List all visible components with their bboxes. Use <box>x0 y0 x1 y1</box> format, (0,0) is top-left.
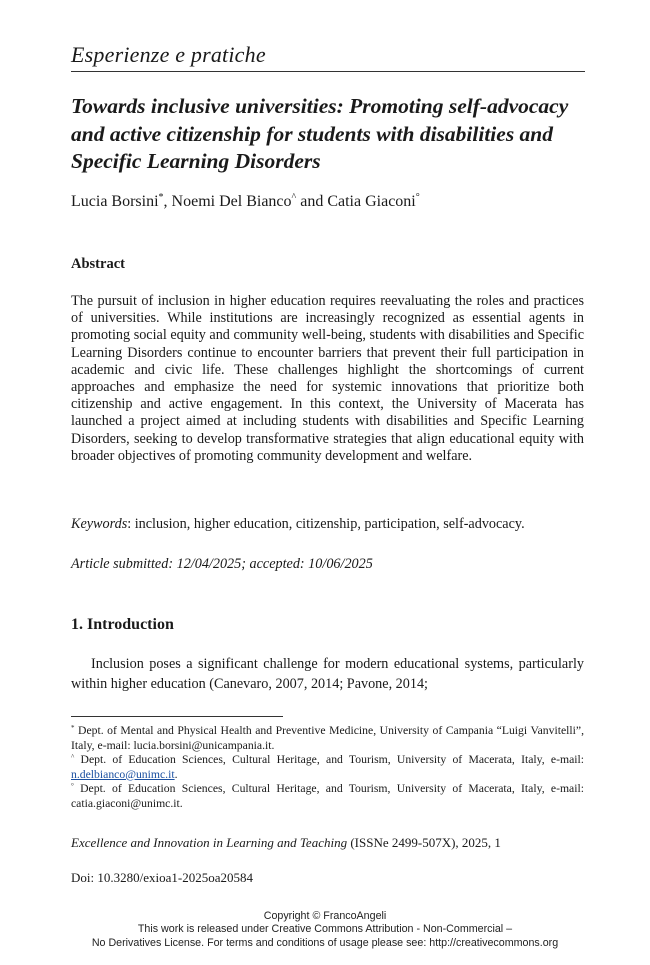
body-paragraph: Inclusion poses a significant challenge for modern educational systems, particularly within higher education (Canevaro, 2007, 2014; Pavone, 2014; <box>71 656 584 692</box>
author-mark: * <box>158 192 164 203</box>
author-separator: , <box>163 193 172 210</box>
section-heading: 1. Introduction <box>71 616 174 633</box>
doi: Doi: 10.3280/exioa1-2025oa20584 <box>71 870 253 885</box>
article-title: Towards inclusive universities: Promoting self-advocacy and active citizenship for students with disabilities and Specific Learning Disorders <box>71 94 569 173</box>
keywords <box>71 516 591 533</box>
submission-dates: Article submitted: 12/04/2025; accepted: 10/06/2025 <box>71 556 373 572</box>
author-name: Lucia Borsini <box>71 193 159 210</box>
abstract-text: The pursuit of inclusion in higher education requires reevaluating the roles and practices of universities. While institutions are increasingly recognized as essential agents in promoting social equity and community well-being, students with disabilities and Specific Learning Disorders continue to encounter barriers that prevent their full participation in academic and civic life. These challenges highlight the shortcomings of current approaches and emphasize the need for systemic innovations that prioritize both citizenship and active engagement. In this context, the University of Macerata has launched a project aimed at including students with disabilities and Specific Learning Disorders, seeking to develop transformative strategies that align educational equity with broader objectives of promoting community development and welfare. <box>71 293 584 464</box>
footnote <box>71 724 584 753</box>
footnote-mark: ^ <box>71 753 75 762</box>
journal-citation <box>71 835 501 851</box>
author-mark: ° <box>415 192 420 203</box>
license-line: This work is released under Creative Commons Attribution - Non-Commercial – <box>137 923 513 936</box>
footnote-mark: * <box>71 724 75 732</box>
footnote-text: Dept. of Mental and Physical Health and Preventive Medicine, University of Campania “Luigi Vanvitelli”, Italy, e-mail: lucia.borsini@unicampania.it. <box>71 724 584 752</box>
copyright-line: Copyright © FrancoAngeli <box>263 910 387 922</box>
keywords-label: Keywords <box>71 516 128 532</box>
section-label: Esperienze e pratiche <box>71 42 266 67</box>
footnote <box>71 753 584 782</box>
footnote-divider <box>71 716 283 717</box>
journal-name: Excellence and Innovation in Learning and Teaching <box>71 835 348 850</box>
author-list <box>71 193 420 211</box>
author-mark: ^ <box>291 192 297 203</box>
keywords-list: : inclusion, higher education, citizenship, participation, self-advocacy. <box>127 516 525 532</box>
abstract-heading: Abstract <box>71 256 125 272</box>
license-line: No Derivatives License. For terms and conditions of usage please see: http://creativecommons.org <box>91 936 559 949</box>
author-name: Catia Giaconi <box>327 193 416 210</box>
journal-details: (ISSNe 2499-507X), 2025, 1 <box>347 835 501 850</box>
footnote-text: Dept. of Education Sciences, Cultural Heritage, and Tourism, University of Macerata, Italy, e-mail: catia.giaconi@unimc.it. <box>71 782 584 810</box>
footnote-text: Dept. of Education Sciences, Cultural Heritage, and Tourism, University of Macerata, Italy, e-mail: <box>80 753 584 767</box>
footnote-mark: ° <box>71 782 74 791</box>
author-name: Noemi Del Bianco <box>171 193 292 210</box>
author-separator: and <box>296 193 328 210</box>
footnotes <box>71 724 584 812</box>
section-divider <box>71 71 585 72</box>
footnote-text-end: . <box>174 767 178 781</box>
email-link[interactable]: n.delbianco@unimc.it <box>71 767 175 781</box>
license-notice <box>0 910 650 950</box>
footnote <box>71 782 584 811</box>
